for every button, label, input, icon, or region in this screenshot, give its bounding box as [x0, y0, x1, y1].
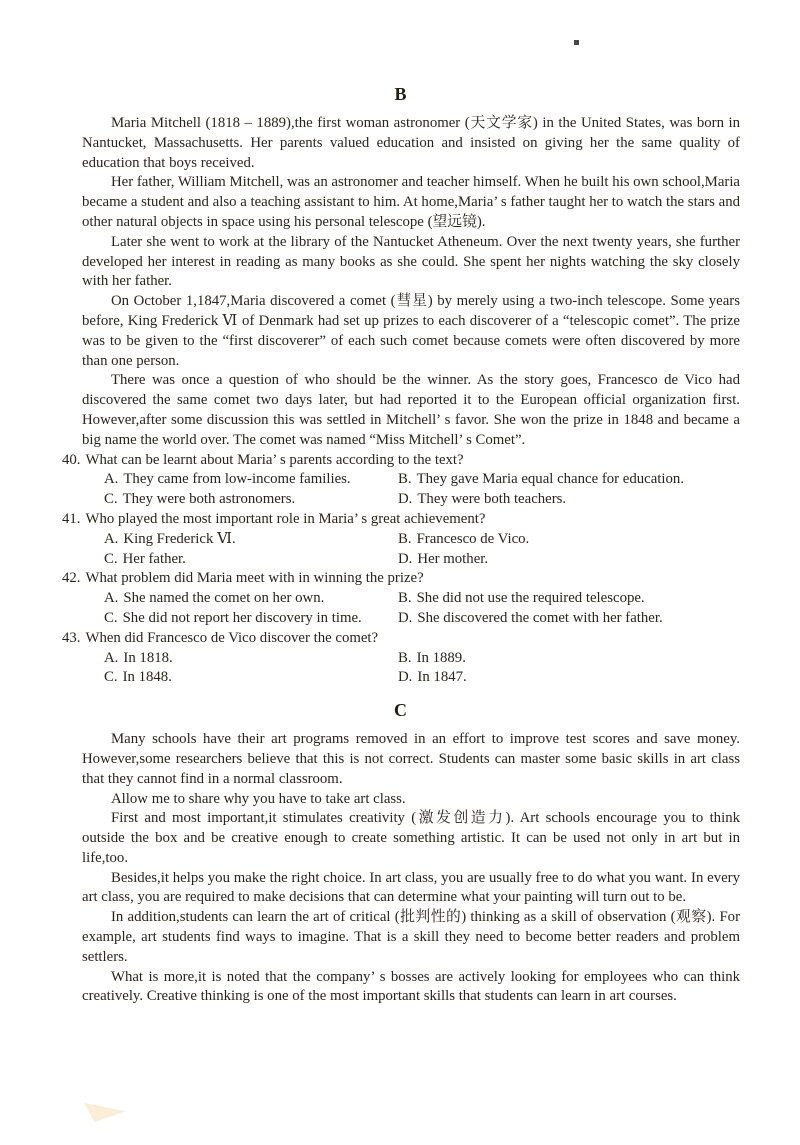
option-b	[398, 589, 740, 609]
option-label: D.	[398, 609, 413, 626]
option-label: D.	[398, 550, 413, 567]
option-text: She did not use the required telescope.	[416, 590, 645, 607]
option-d	[398, 490, 740, 510]
question-43-options	[62, 649, 740, 689]
question-text: When did Francesco de Vico discover the comet?	[85, 629, 379, 646]
passage-c-paragraph-5: In addition,students can learn the art of critical (批判性的) thinking as a skill of observation (观察). For example, art students find ways to imagine. That is a skill they need to become better readers and problem settlers.	[82, 909, 740, 965]
question-number: 41.	[62, 510, 81, 527]
option-label: B.	[398, 530, 412, 547]
option-c	[104, 609, 398, 629]
option-text: She discovered the comet with her father.	[417, 609, 663, 626]
question-number: 43.	[62, 629, 81, 646]
option-label: C.	[104, 669, 118, 686]
option-label: B.	[398, 649, 412, 666]
question-41	[62, 510, 740, 569]
option-c	[104, 668, 398, 688]
option-b	[398, 649, 740, 669]
question-43-stem	[62, 629, 740, 649]
question-43	[62, 629, 740, 688]
option-text: In 1848.	[122, 669, 172, 686]
option-label: C.	[104, 550, 118, 567]
option-label: A.	[104, 530, 119, 547]
option-text: She named the comet on her own.	[123, 590, 325, 607]
option-text: They gave Maria equal chance for education.	[416, 471, 685, 488]
question-text: What problem did Maria meet with in winning the prize?	[85, 570, 424, 587]
option-text: Her mother.	[417, 550, 489, 567]
question-42-options	[62, 589, 740, 629]
option-label: D.	[398, 669, 413, 686]
option-text: In 1889.	[416, 649, 466, 666]
option-text: Her father.	[122, 550, 186, 567]
option-text: In 1818.	[123, 649, 173, 666]
passage-c-paragraph-1: Many schools have their art programs removed in an effort to improve test scores and save money. However,some researchers believe that this is not correct. Students can master some basic skills in art class that they cannot find in a normal classroom.	[82, 731, 740, 787]
question-40-options	[62, 470, 740, 510]
option-b	[398, 470, 740, 490]
passage-b-paragraph-3: Later she went to work at the library of the Nantucket Atheneum. Over the next twenty years, she further developed her interest in reading as many books as she could. She spent her nights watching the sky closely with her father.	[82, 233, 740, 290]
section-c-heading: C	[394, 700, 408, 721]
option-b	[398, 530, 740, 550]
option-label: B.	[398, 471, 412, 488]
option-text: They were both astronomers.	[122, 491, 296, 508]
option-text: In 1847.	[417, 669, 467, 686]
question-42	[62, 569, 740, 628]
option-d	[398, 609, 740, 629]
option-text: King Frederick Ⅵ.	[123, 530, 236, 547]
scan-triangle-artifact	[84, 1098, 126, 1122]
option-text: They were both teachers.	[417, 491, 567, 508]
option-c	[104, 550, 398, 570]
option-d	[398, 550, 740, 570]
question-41-options	[62, 530, 740, 570]
passage-b-paragraph-2: Her father, William Mitchell, was an astronomer and teacher himself. When he built his own school,Maria became a student and also a teaching assistant to him. At home,Maria’ s father taught her to watch the stars and other natural objects in space using his personal telescope (望远镜).	[82, 174, 741, 230]
passage-c-paragraph-4: Besides,it helps you make the right choice. In art class, you are usually free to do what you want. In every art class, you are required to make decisions that can determine what your painting will turn out to be.	[82, 869, 740, 906]
question-41-stem	[62, 510, 740, 530]
option-c	[104, 490, 398, 510]
page-content	[62, 84, 740, 1007]
option-text: She did not report her discovery in time.	[122, 609, 362, 626]
option-label: D.	[398, 491, 413, 508]
option-label: B.	[398, 590, 412, 607]
option-text: They came from low-income families.	[123, 471, 351, 488]
question-number: 40.	[62, 451, 81, 468]
passage-c-paragraph-3: First and most important,it stimulates creativity (激发创造力). Art schools encourage you to think outside the box and be creative enough to create something artistic. It can be used not only in art but in life,too.	[82, 810, 740, 866]
passage-c-paragraph-6: What is more,it is noted that the company’ s bosses are actively looking for employees who can think creatively. Creative thinking is one of the most important skills that students can learn in art courses.	[82, 968, 740, 1005]
option-label: C.	[104, 491, 118, 508]
question-number: 42.	[62, 570, 81, 587]
option-a	[104, 470, 398, 490]
question-40	[62, 451, 740, 510]
question-text: What can be learnt about Maria’ s parents according to the text?	[85, 451, 464, 468]
passage-b-paragraph-4: On October 1,1847,Maria discovered a comet (彗星) by merely using a two-inch telescope. Some years before, King Frederick Ⅵ of Denmark had set up prizes to each discoverer of a “telescopic comet”. The prize was to be given to the “first discoverer” of each such comet because comets were often discovered by more than one person.	[82, 293, 740, 369]
option-d	[398, 668, 740, 688]
passage-c-paragraph-2: Allow me to share why you have to take art class.	[111, 790, 406, 807]
question-text: Who played the most important role in Maria’ s great achievement?	[85, 510, 486, 527]
option-label: A.	[104, 471, 119, 488]
question-40-stem	[62, 451, 740, 471]
section-b-heading: B	[394, 84, 408, 104]
option-a	[104, 589, 398, 609]
passage-b-paragraph-1: Maria Mitchell (1818 – 1889),the first woman astronomer (天文学家) in the United States, was born in Nantucket, Massachusetts. Her parents valued education and insisted on giving her the same quality of education that boys received.	[82, 115, 740, 171]
scan-speck-artifact	[574, 40, 579, 45]
question-42-stem	[62, 569, 740, 589]
option-label: A.	[104, 649, 119, 666]
option-a	[104, 530, 398, 550]
option-label: C.	[104, 609, 118, 626]
option-a	[104, 649, 398, 669]
option-label: A.	[104, 590, 119, 607]
option-text: Francesco de Vico.	[416, 530, 530, 547]
passage-b-paragraph-5: There was once a question of who should be the winner. As the story goes, Francesco de Vico had discovered the same comet two days later, but had reported it to the European official organization first. However,after some discussion this was settled in Mitchell’ s favor. She won the prize in 1848 and became a big name the world over. The comet was named “Miss Mitchell’ s Comet”.	[82, 372, 740, 448]
